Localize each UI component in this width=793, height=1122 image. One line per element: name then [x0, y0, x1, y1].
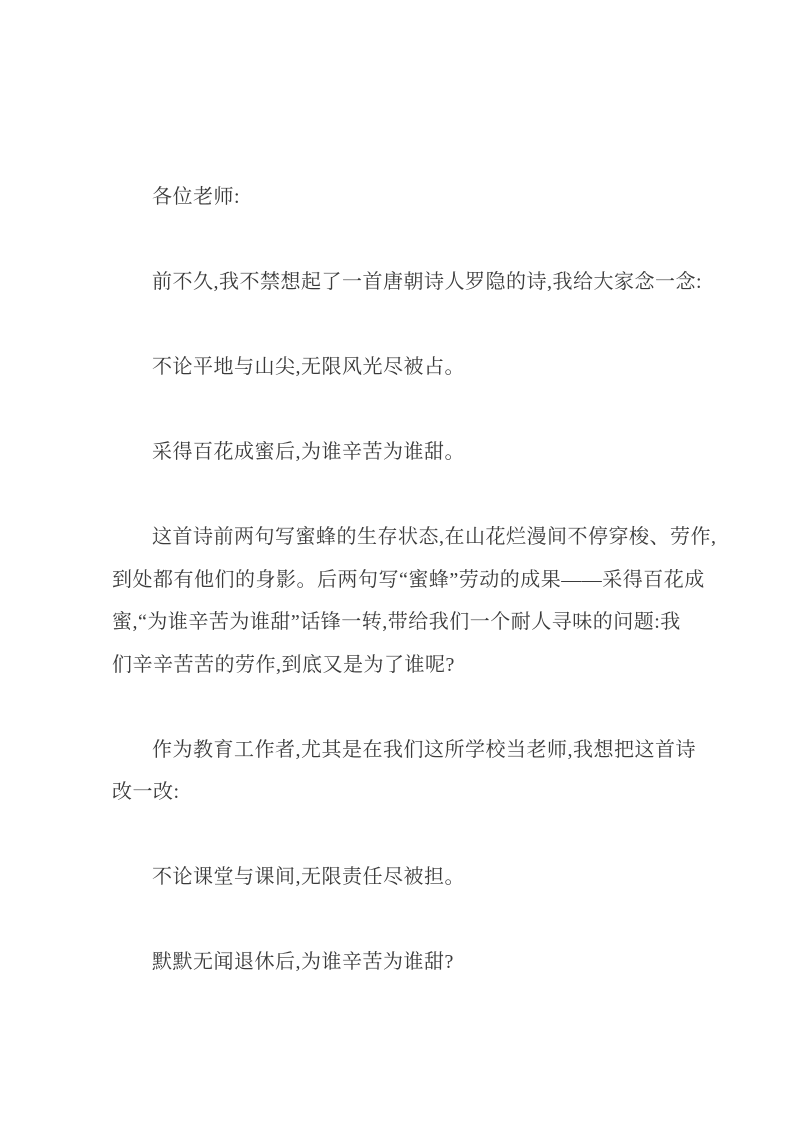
paragraph [112, 261, 703, 304]
paragraph [112, 856, 687, 899]
paragraph [112, 941, 687, 984]
paragraph [112, 176, 687, 219]
text-line: 不论课堂与课间,无限责任尽被担。 [152, 866, 465, 888]
paragraph [112, 729, 696, 814]
text-line: 到处都有他们的身影。后两句写“蜜蜂”劳动的成果——采得百花成 [112, 568, 705, 591]
text-line: 们辛辛苦苦的劳作,到底又是为了谁呢? [112, 653, 455, 676]
text-line: 改一改: [112, 781, 180, 803]
text-line: 这首诗前两句写蜜蜂的生存状态,在山花烂漫间不停穿梭、劳作, [152, 526, 717, 548]
text-line: 蜜,“为谁辛苦为谁甜”话锋一转,带给我们一个耐人寻味的问题:我 [112, 611, 681, 633]
paragraph [112, 431, 687, 474]
text-line: 作为教育工作者,尤其是在我们这所学校当老师,我想把这首诗 [152, 738, 696, 761]
text-line: 各位老师: [152, 186, 241, 208]
text-line: 默默无闻退休后,为谁辛苦为谁甜? [152, 951, 454, 973]
text-line: 不论平地与山尖,无限风光尽被占。 [152, 356, 465, 378]
paragraph [112, 516, 717, 686]
paragraph [112, 346, 687, 389]
text-line: 前不久,我不禁想起了一首唐朝诗人罗隐的诗,我给大家念一念: [152, 271, 703, 293]
text-line: 采得百花成蜜后,为谁辛苦为谁甜。 [152, 441, 465, 463]
